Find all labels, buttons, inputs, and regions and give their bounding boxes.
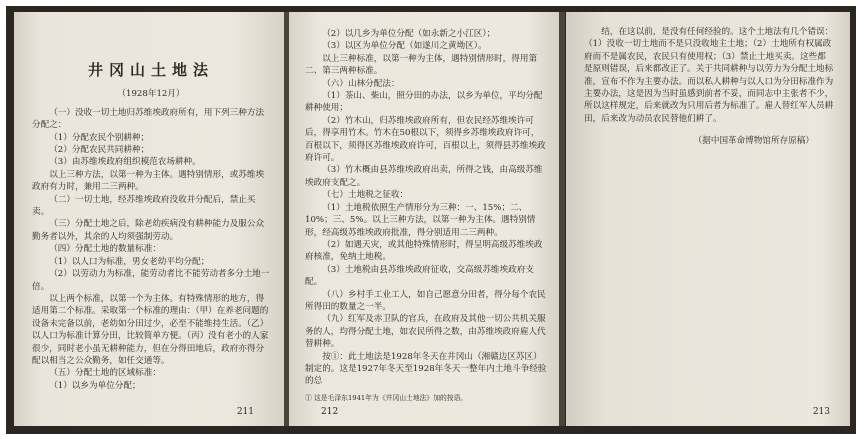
text-paragraph: （1）分配农民个别耕种； xyxy=(49,132,150,143)
text-paragraph: 结，在这以前，是没有任何经验的。这个土地法有几个错误：（1）没收一切土地而不是只没收地主土地；（2）土地所有权属政府而不是属农民，农民只有使用权；（3）禁止土地买卖。这些都是原则错误，后来都改正了。关于共同耕种与以劳力为分配土地标准，宣布不作为主要办法。而以私人耕种与以人口为分田标准作为主要办法，这是因为当时虽感到前者不妥，而同志中主张者不少，所以这样规定，后来就改为只用后者为标准了。雇人替红军人员耕田，后来改为动员农民替他们耕了。 xyxy=(584,27,834,124)
text-paragraph: （三）分配土地之后，除老幼疾病没有耕种能力及服公众勤务者以外，其余的人均须强制劳动。 xyxy=(32,219,265,242)
page3-text xyxy=(584,26,834,125)
text-paragraph: 以上三种标准，以第一种为主体，遇特别情形时，得用第二、第三两种标准。 xyxy=(305,53,538,77)
middle-page xyxy=(289,12,559,426)
page2-text xyxy=(305,28,547,388)
text-paragraph: （2）分配农民共同耕种； xyxy=(49,145,150,156)
right-page xyxy=(566,12,850,426)
text-paragraph: （四）分配土地的数量标准： xyxy=(49,244,161,255)
text-paragraph: （1）以乡为单位分配； xyxy=(49,380,141,391)
text-paragraph: （2）以劳动力为标准，能劳动者比不能劳动者多分土地一倍。 xyxy=(32,269,270,292)
left-page xyxy=(14,12,284,426)
page-number-211: 211 xyxy=(236,406,254,417)
text-paragraph: （二）一切土地，经苏维埃政府没收并分配后，禁止买卖。 xyxy=(32,194,256,218)
source-note: （据中国革命博物馆所存原稿） xyxy=(693,136,814,147)
text-paragraph: （2）以几乡为单位分配（如永新之小江区）； xyxy=(322,29,496,39)
text-paragraph: （3）由苏维埃政府组织模范农场耕种。 xyxy=(49,157,201,168)
text-paragraph: （六）山林分配法： xyxy=(322,78,400,89)
text-paragraph: （2）竹木山，归苏维埃政府所有，但农民经苏维埃许可后，得享用竹木。竹木在50根以下，须得乡苏维埃政府许可，百根以下，须得区苏维埃政府许可，百根以上，须得县苏维埃政府许可。 xyxy=(305,115,546,164)
text-paragraph: 以上两个标准，以第一个为主体。有特殊情形的地方，得适用第二个标准。采取第一个标准的理由：（甲）在养老问题的设备未完备以前，老幼如分田过少，必至不能维持生活。（乙）以人口为标准计算分田，比较简单方便。（丙）没有老小的人家很少，同时老小虽无耕种能力，但在分得田地后，政府亦得分配以相当之公众勤务，如任交通等。 xyxy=(32,293,269,366)
page-number-212: 212 xyxy=(321,406,339,417)
text-paragraph: （九）红军及赤卫队的官兵，在政府及其他一切公共机关服务的人，均得分配土地，如农民所得之数，由苏维埃政府雇人代替耕种。 xyxy=(305,314,546,350)
text-paragraph: （七）土地税之征收： xyxy=(322,190,409,201)
page-title: 井冈山土地法 xyxy=(87,61,214,79)
text-paragraph: （3）土地税由县苏维埃政府征收，交高级苏维埃政府支配。 xyxy=(305,264,534,288)
text-paragraph: （3）竹木概由县苏维埃政府出卖，所得之钱，由高级苏维埃政府支配之。 xyxy=(305,165,543,188)
text-paragraph: （一）没收一切土地归苏维埃政府所有，用下列三种方法分配之： xyxy=(32,107,265,131)
text-paragraph: （1）茶山、柴山，照分田的办法，以乡为单位，平均分配耕种使用； xyxy=(305,91,543,114)
text-paragraph: （1）土地税依照生产情形分为三种：一、15%；二、10%；三、5%。以上三种方法，以第一种为主体。遇特别情形，经高级苏维埃政府批准，得分别适用二三两种。 xyxy=(305,202,536,238)
text-paragraph: 按①：此土地法是1928年冬天在井冈山（湘赣边区苏区）制定的。这是1927年冬天至1928年冬天一整年内土地斗争经验的总 xyxy=(305,351,547,387)
page1-text xyxy=(32,107,270,392)
text-paragraph: 以上三种方法，以第一种为主体。遇特别情形，或苏维埃政府有力时，兼用二三两种。 xyxy=(32,169,265,193)
footnote: ① 这是毛泽东1941年为《井冈山土地法》加的按语。 xyxy=(305,393,468,402)
text-paragraph: （1）以人口为标准，男女老幼平均分配； xyxy=(49,256,210,267)
book-spine-2 xyxy=(559,12,565,426)
open-book xyxy=(6,6,856,434)
text-paragraph: （3）以区为单位分配（如遂川之黄坳区）。 xyxy=(322,41,487,52)
text-paragraph: （2）如遇天灾，或其他特殊情形时，得呈明高级苏维埃政府核准，免纳土地税。 xyxy=(305,239,543,263)
text-paragraph: （五）分配土地的区域标准： xyxy=(49,368,161,379)
page-number-213: 213 xyxy=(812,406,830,417)
text-paragraph: （八）乡村手工业工人，如自己愿意分田者，得分每个农民所得田的数量之一半。 xyxy=(305,289,546,312)
date-line: （1928年12月） xyxy=(117,89,185,100)
